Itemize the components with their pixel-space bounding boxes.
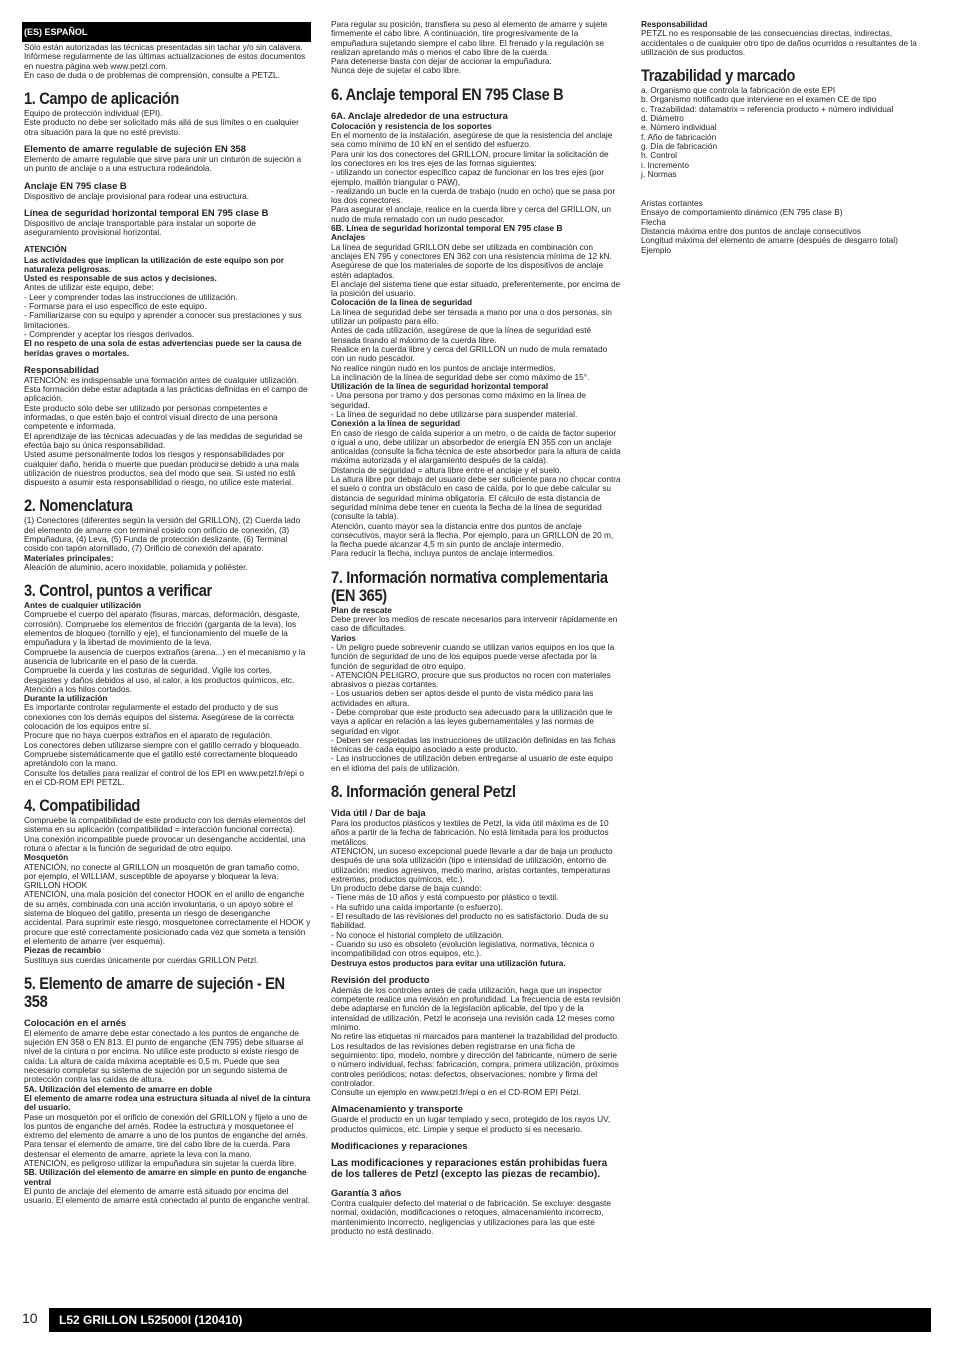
s1-text-a: Elemento de amarre regulable que sirve para unir un cinturón de sujeción a un punto de anclaje o a una estructura rodeándola. <box>24 154 302 174</box>
traceability-title: Trazabilidad y marcado <box>641 66 796 86</box>
column-3 <box>641 20 931 255</box>
intro-text: Sólo están autorizadas las técnicas presentadas sin tachar y/o sin calavera. Infórmese regularmente de las últimas actualizaciones de estos documentos en nuestra página web www.petzl.com. En caso de duda o de problemas de comprensión, consulte a PETZL. <box>24 42 306 80</box>
section-2-title: 2. Nomenclatura <box>24 496 133 516</box>
s1-heading-a: Elemento de amarre regulable de sujeción EN 358 <box>24 143 246 155</box>
s5-text-1: El elemento de amarre debe estar conectado a los puntos de enganche de sujeción EN 358 o EN 813. El punto de enganche (EN 795) debe situarse al nivel de la cintura o por encima. No utilice este producto si existe riesgo de caída. La altura de caída máxima aceptable es 0,5 m. Puede que sea necesario completar su sistema de sujeción por un segundo sistema de protección contra las caídas de altura. <box>24 1027 304 1085</box>
s3-text-2: Es importante controlar regularmente el estado del producto y de sus conexiones con los demás equipos del sistema. Asegúrese de la correcta colocación de los equipos entre sí. Procure que no haya cuerpos extraños en el aparato de regulación. Los conectores deben utilizarse siempre con el gatillo cerrado y bloqueado. Compruebe sistemáticamente que el gatillo esté correctamente bloqueado apretándolo con la mano. Consulte los detalles para realizar el control de los EPI en www.petzl.fr/epi o en el CD-ROM EPI PETZL. <box>24 702 304 787</box>
c3-responsibility-text: PETZL no es responsable de las consecuencias directas, indirectas, accidentales o de cualquier otro tipo de daños ocurridos o resultantes de la utilización de sus productos. <box>641 28 917 57</box>
s1-text-c: Dispositivo de anclaje transportable para instalar un soporte de aseguramiento provisional horizontal. <box>24 217 256 238</box>
c3-responsibility-heading: Responsabilidad <box>641 19 708 29</box>
s6-text-3: La línea de seguridad debe ser tensada a mano por una o dos personas, sin utilizar un polipasto para ello. Antes de cada utilización, asegúrese de que la línea de seguridad esté tensada tirando al máximo de la cuerda libre. Realice en la cuerda libre y cerca del GRILLON un nudo de mula rematado con un nudo pescador. No realice ningún nudo en los puntos de anclaje intermedios. La inclinación de la línea de seguridad debe ser como máximo de 15°. <box>331 306 612 382</box>
s5-heading-2: 5A. Utilización del elemento de amarre en doble <box>24 1083 213 1094</box>
s8-heading-4: Modificaciones y reparaciones <box>331 1139 468 1151</box>
s8-heading-2: Revisión del producto <box>331 973 430 985</box>
s5-heading-3: El elemento de amarre rodea una estructura situada al nivel de la cintura del usuario. <box>24 1092 311 1113</box>
s6-heading-4: Anclajes <box>331 232 366 243</box>
s6-heading-7: Conexión a la línea de seguridad <box>331 418 461 429</box>
s2-materials-text: Aleación de aluminio, acero inoxidable, poliamida y poliéster. <box>24 561 248 572</box>
s4-text-1: Compruebe la compatibilidad de este producto con los demás elementos del sistema en su aplicación (compatibilidad = interacción funcional correcta). Una conexión incompatible puede provocar un desenganche accidental, una rotura o afectar a la función de seguridad de otro equipo. <box>24 815 306 853</box>
s4-heading-2: Piezas de recambio <box>24 945 102 956</box>
s8-heading-5: Garantía 3 años <box>331 1186 402 1198</box>
attention-text: Antes de utilizar este equipo, debe: - Leer y comprender todas las instrucciones de utilización. - Formarse para el uso específico de este equipo. - Familiarizarse con su equipo y aprender a conocer sus prestaciones y sus limitaciones. - Comprender y aceptar los riesgos derivados. <box>24 282 302 339</box>
s6-heading-6: Utilización de la línea de seguridad horizontal temporal <box>331 381 549 392</box>
column-1 <box>24 43 311 1206</box>
s2-materials-heading: Materiales principales: <box>24 552 114 563</box>
responsibility-text: ATENCIÓN: es indispensable una formación antes de cualquier utilización. Esta formación debe estar adaptada a las prácticas definidas en el campo de aplicación. Este producto sólo debe ser utilizado por personas competentes e informadas, o que estén bajo el control visual directo de una persona competente e informada. El aprendizaje de las técnicas adecuadas y de las medidas de seguridad se efectúa bajo su única responsabilidad. Usted asume personalmente todos los riesgos y responsabilidades por cualquier daño, herida o muerte que puedan producirse debido a una mala utilización de nuestros productos, sea del modo que sea. Si usted no está dispuesto a asumir esta responsabilidad o riesgo, no utilice este material. <box>24 374 308 488</box>
s5-text-3: El punto de anclaje del elemento de amarre está situado por encima del usuario. El elemento de amarre está conectado al punto de enganche ventral. <box>24 1185 310 1206</box>
section-1-title: 1. Campo de aplicación <box>24 89 179 109</box>
page-footer <box>22 1308 931 1332</box>
s6-heading-5: Colocación de la línea de seguridad <box>331 297 473 308</box>
symbols-legend: Aristas cortantes Ensayo de comportamiento dinámico (EN 795 clase B) Flecha Distancia máxima entre dos puntos de anclaje consecutivos Longitud máxima del elemento de amarre (después de desgarro total) Ejemplo <box>641 198 898 255</box>
s6-heading-2: Colocación y resistencia de los soportes <box>331 120 492 131</box>
section-8-title: 8. Información general Petzl <box>331 782 516 802</box>
s5-heading-1: Colocación en el arnés <box>24 1016 127 1028</box>
s4-text-3: Sustituya sus cuerdas únicamente por cuerdas GRILLON Petzl. <box>24 954 259 965</box>
section-3-title: 3. Control, puntos a verificar <box>24 581 212 601</box>
column-2 <box>331 20 621 1236</box>
s7-heading-2: Varios <box>331 632 356 643</box>
attention-bold-2: El no respeto de una sola de estas advertencias puede ser la causa de heridas graves o mortales. <box>24 338 302 358</box>
section-5-title: 5. Elemento de amarre de sujeción - EN 358 <box>24 973 285 1011</box>
document-reference: L52 GRILLON L525000I (120410) <box>49 1308 931 1332</box>
attention-heading: ATENCIÓN <box>24 243 67 254</box>
s7-text-2: - Un peligro puede sobrevenir cuando se utilizan varios equipos en los que la función de seguridad de uno de los equipos puede verse afectada por la función de seguridad de otro equipo. - ATENCIÓN PELIGRO, procure que sus productos no rocen con materiales abrasivos o piezas cortantes. - Los usuarios deben ser aptos desde el punto de vista médico para las actividades en altura. - Debe comprobar que este producto sea adecuado para la utilización que le vaya a aplicar en relación a las leyes gubernamentales y las normas de seguridad en vigor. - Deben ser respetadas las instrucciones de utilización definidas en las fichas técnicas de cada equipo asociado a este producto. - Las instrucciones de utilización deben entregarse al usuario de este equipo en el idioma del país de utilización. <box>331 641 616 773</box>
s8-text-3: Guarde el producto en un lugar templado y seco, protegido de los rayos UV, productos químicos, etc. Limpie y seque el producto si es necesario. <box>331 1114 611 1134</box>
c2-top-text: Para regular su posición, transfiera su peso al elemento de amarre y sujete firmemente el cabo libre. A continuación, tire progresivamente de la empuñadura sujetando siempre el cabo libre. El frenado y la regulación se realizan apretando más o menos el cabo libre de la cuerda. Para detenerse basta con dejar de accionar la empuñadura. Nunca deje de sujetar el cabo libre. <box>331 19 608 76</box>
page-number: 10 <box>22 1310 38 1326</box>
s1-heading-b: Anclaje EN 795 clase B <box>24 179 127 191</box>
s6-text-2: La línea de seguridad GRILLON debe ser utilizada en combinación con anclajes EN 795 y conectores EN 362 con una resistencia mínima de 12 kN. Asegúrese de que los materiales de soporte de los dispositivos de anclaje estén adaptados. El anclaje del sistema tiene que estar situado, preferentemente, por encima de la posición del usuario. <box>331 241 621 299</box>
s8-text-2: Además de los controles antes de cada utilización, haga que un inspector competente realice una revisión en profundidad. La frecuencia de esta revisión debe adaptarse en función de la legislación aplicable, del tipo y de la intensidad de utilización. Petzl le aconseja una revisión cada 12 meses como mínimo. No retire las etiquetas ni marcados para mantener la trazabilidad del producto. Los resultados de las revisiones deben registrarse en una ficha de seguimiento: tipo, modelo, nombre y dirección del fabricante, número de serie o número individual, fechas: fabricación, compra, primera utilización, próximos controles periódicos; notas: defectos, observaciones; nombre y firma del controlador. Consulte un ejemplo en www.petzl.fr/epi o en el CD-ROM EPI Petzl. <box>331 984 621 1098</box>
language-bar: (ES) ESPAÑOL <box>22 22 311 42</box>
responsibility-heading: Responsabilidad <box>24 363 100 375</box>
s1-text-b: Dispositivo de anclaje provisional para rodear una estructura. <box>24 190 250 201</box>
s6-heading-3: 6B. Línea de seguridad horizontal temporal EN 795 clase B <box>331 223 563 234</box>
s3-text-1: Compruebe el cuerpo del aparato (fisuras, marcas, deformación, desgaste, corrosión). Compruebe los elementos de fricción (garganta de la leva), los elementos de bloqueo (tornillo y eje), el funcionamiento del muelle de la empuñadura y la libertad de movimiento de la leva. Compruebe la ausencia de cuerpos extraños (arena...) en el mecanismo y la ausencia de lubricante en el paso de la cuerda. Compruebe la cuerda y las costuras de seguridad. Vigile los cortes, desgastes y daños debidos al uso, al calor, a los productos químicos, etc. Atención a los hilos cortados. <box>24 609 306 694</box>
attention-bold-1: Las actividades que implican la utilización de este equipo son por naturaleza peligrosas. Usted es responsable de sus actos y decisiones. <box>24 254 285 284</box>
s1-heading-c: Línea de seguridad horizontal temporal EN 795 clase B <box>24 206 269 218</box>
s3-heading-1: Antes de cualquier utilización <box>24 600 142 611</box>
s8-heading-1: Vida útil / Dar de baja <box>331 807 426 819</box>
s2-text: (1) Conectores (diferentes según la versión del GRILLON), (2) Cuerda lado del elemento de amarre con terminal cosido con orificio de conexión, (3) Empuñadura, (4) Leva, (5) Funda de protección deslizante, (6) Terminal cosido con tapón atornillado, (7) Orificio de conexión del aparato. <box>24 515 301 554</box>
s7-text-1: Debe prever los medios de rescate necesarios para intervenir rápidamente en caso de dificultades. <box>331 614 618 634</box>
s1-text: Equipo de protección individual (EPI). Este producto no debe ser solicitado más allá de sus límites o en cualquier otra situación para la que no esté previsto. <box>24 108 299 137</box>
s6-text-4: - Una persona por tramo y dos personas como máximo en la línea de seguridad. - La línea de seguridad no debe utilizarse para suspender material. <box>331 390 587 419</box>
s8-text-4: Contra cualquier defecto del material o de fabricación. Se excluye: desgaste normal, oxidación, modificaciones o retoques, almacenamiento incorrecto, mantenimiento incorrecto, negligencias y utilizaciones para las que este producto no está destinado. <box>331 1197 611 1236</box>
s8-bold-2: Las modificaciones y reparaciones están prohibidas fuera de los talleres de Petzl (excepto las piezas de recambio). <box>331 1157 608 1181</box>
s5-heading-4: 5B. Utilización del elemento de amarre en simple en punto de enganche ventral <box>24 1167 307 1187</box>
s6-heading-1: 6A. Anclaje alrededor de una estructura <box>331 109 508 121</box>
s8-text-1: Para los productos plásticos y textiles de Petzl, la vida útil máxima es de 10 años a partir de la fecha de fabricación. No está limitada para los productos metálicos. ATENCIÓN, un suceso excepcional puede llevarle a dar de baja un producto después de una sola utilización (tipo e intensidad de utilización, entorno de utilización: medios agresivos, medio marino, aristas cortantes, temperaturas extremas, productos químicos, etc.). Un producto debe darse de baja cuando: - Tiene más de 10 años y está compuesto por plástico o textil. - Ha sufrido una caída importante (o esfuerzo). - El resultado de las revisiones del producto no es satisfactorio. Duda de su fiabilidad. - No conoce el historial completo de utilización. - Cuando su uso es obsoleto (evolución legislativa, normativa, técnica o incompatibilidad con otros equipos, etc.). <box>331 818 613 959</box>
s6-text-1: En el momento de la instalación, asegúrese de que la resistencia del anclaje sea como mínimo de 10 kN en el sentido del esfuerzo. Para unir los dos conectores del GRILLON, procure limitar la solicitación de los conectores en los tres ejes de las formas siguientes: - utilizando un conector específico capaz de funcionar en los tres ejes (por ejemplo, maillón triangular o PAW), - realizando un bucle en la cuerda de trabajo (nudo en ocho) que se pasa por los dos conectores. Para asegurar el anclaje, realice en la cuerda libre y cerca del GRILLON, un nudo de mula rematado con un nudo pescador. <box>331 130 616 224</box>
section-4-title: 4. Compatibilidad <box>24 796 141 816</box>
traceability-list: a. Organismo que controla la fabricación de este EPI b. Organismo notificado que interviene en el examen CE de tipo c. Trazabilidad: datamatrix = referencia producto + número individual d. Diámetro e. Número individual f. Año de fabricación g. Día de fabricación h. Control i. Incremento j. Normas <box>641 85 894 179</box>
section-7-title: 7. Información normativa complementaria (EN 365) <box>331 567 608 605</box>
s4-text-2: ATENCIÓN, no conecte al GRILLON un mosquetón de gran tamaño como, por ejemplo, el WILLIAM, susceptible de apoyarse y bloquear la leva. GRILLON HOOK ATENCIÓN, una mala posición del conector HOOK en el anillo de enganche de su arnés, combinada con una acción involuntaria, o un apoyo sobre el sistema de bloqueo del gatillo, presenta un riesgo de desenganche accidental. Para suprimir este riesgo, mosquetonee correctamente el HOOK y procure que esté correctamente posicionado cada vez que someta a tensión el elemento de amarre (ver esquema). <box>24 861 311 946</box>
s8-bold-1: Destruya estos productos para evitar una utilización futura. <box>331 957 566 968</box>
s5-text-2: Pase un mosquetón por el orificio de conexión del GRILLON y fíjelo a uno de los puntos de enganche del arnés. Rodee la estructura y mosquetonee el extremo del elemento de amarre a uno de los puntos de enganche del arnés. Para tensar el elemento de amarre, tire del cabo libre de la cuerda. Para destensar el elemento de amarre, apriete la leva con la mano. ATENCIÓN, es peligroso utilizar la empuñadura sin sujetar la cuerda libre. <box>24 1111 308 1169</box>
s8-heading-3: Almacenamiento y transporte <box>331 1103 463 1115</box>
s7-heading-1: Plan de rescate <box>331 604 392 615</box>
s3-heading-2: Durante la utilización <box>24 693 108 704</box>
s4-heading-1: Mosquetón <box>24 852 69 863</box>
section-6-title: 6. Anclaje temporal EN 795 Clase B <box>331 84 564 104</box>
s6-text-5: En caso de riesgo de caída superior a un metro, o de caída de factor superior o igual a uno, debe utilizar un absorbedor de energía EN 355 con un anclaje anticaídas (consulte la ficha técnica de este absorbedor para la altura de caída máxima autorizada y el alargamiento después de la caída). Distancia de seguridad = altura libre entre el anclaje y el suelo. La altura libre por debajo del usuario debe ser suficiente para no chocar contra el suelo o contra un obstáculo en caso de caída, por lo que debe calcular su distancia de seguridad mínima obligatoria. El cálculo de esta distancia de seguridad mínima debe tener en cuenta la flecha de la línea de seguridad (consulte la tabla). Atención, cuanto mayor sea la distancia entre dos puntos de anclaje consecutivos, mayor será la flecha. Por ejemplo, para un GRILLON de 20 m, la flecha puede alcanzar 4,5 m sin punto de anclaje intermedio. Para reducir la flecha, incluya puntos de anclaje intermedios. <box>331 427 621 559</box>
